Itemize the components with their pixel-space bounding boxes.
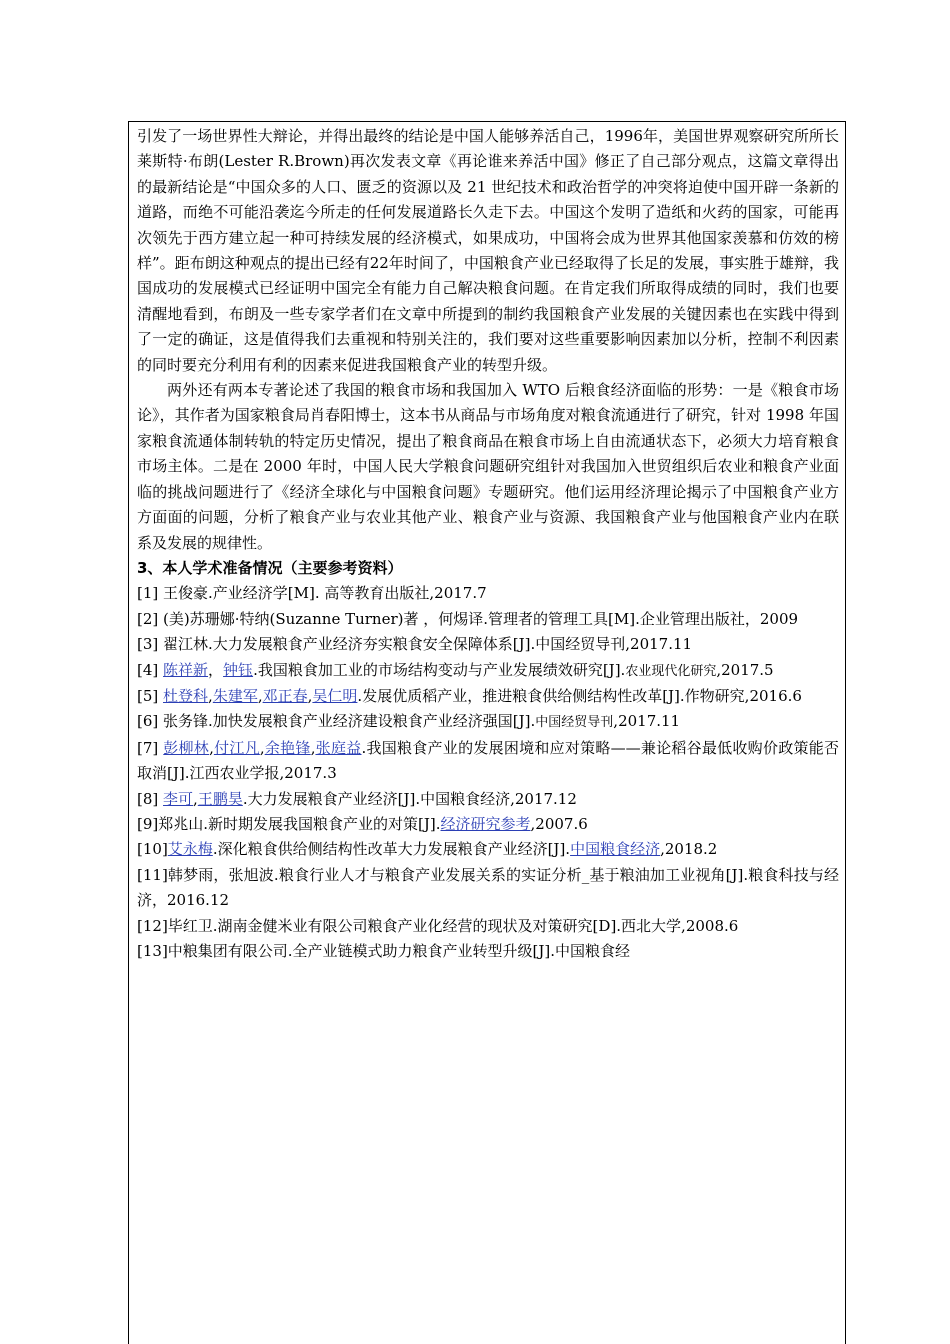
author-link[interactable]: 吴仁明 [312, 686, 358, 705]
separator: , [208, 686, 213, 705]
reference-5 [137, 684, 839, 709]
author-link[interactable]: 邓正春 [262, 686, 308, 705]
ref-title: .我国粮食产业的发展困境和应对策略——兼论稻谷最低收购价政策能否取消[J].江西农业学报,2017.3 [137, 738, 839, 783]
ref-date: ,2007.6 [530, 814, 588, 833]
document-content [137, 124, 839, 964]
separator: , [257, 686, 263, 705]
author-link[interactable]: 杜登科 [163, 686, 209, 705]
author-link[interactable]: 朱建军 [212, 686, 258, 705]
reference-11: [11]韩梦雨，张旭波.粮食行业人才与粮食产业发展关系的实证分析_基于粮油加工业视角[J].粮食科技与经济，2016.12 [137, 865, 839, 910]
author-link[interactable]: 张庭益 [315, 738, 362, 757]
author-link[interactable]: 彭柳林 [163, 738, 210, 757]
reference-9 [137, 812, 839, 837]
ref-number: [10] [137, 840, 168, 859]
reference-7 [137, 736, 839, 787]
ref-title: [9]郑兆山.新时期发展我国粮食产业的对策[J]. [137, 814, 441, 833]
ref-date: ,2017.5 [716, 660, 774, 679]
reference-6 [137, 709, 839, 735]
ref-title: .我国粮食加工业的市场结构变动与产业发展绩效研究[J]. [253, 660, 626, 679]
ref-number: [7] [137, 738, 164, 757]
separator: ， [208, 660, 224, 679]
paragraph-monographs: 两外还有两本专著论述了我国的粮食市场和我国加入 WTO 后粮食经济面临的形势：一是《粮食市场论》，其作者为国家粮食局肖春阳博士，这本书从商品与市场角度对粮食流通进行了研究，针对 1998 年国家粮食流通体制转轨的特定历史情况，提出了粮食商品在粮食市场上自由流通状态下，必须大力培育粮食市场主体。二是在 2000 年时，中国人民大学粮食问题研究组针对我国加入世贸组织后农业和粮食产业面临的挑战问题进行了《经济全球化与中国粮食问题》专题研究。他们运用经济理论揭示了中国粮食产业方方面面的问题，分析了粮食产业与农业其他产业、粮食产业与资源、我国粮食产业与他国粮食产业内在联系及发展的规律性。 [137, 381, 839, 552]
separator: , [307, 686, 313, 705]
reference-4 [137, 658, 839, 684]
reference-12: [12]毕红卫.湖南金健米业有限公司粮食产业化经营的现状及对策研究[D].西北大学,2008.6 [137, 916, 739, 935]
ref-number: [4] [137, 660, 164, 679]
reference-13: [13]中粮集团有限公司.全产业链模式助力粮食产业转型升级[J].中国粮食经 [137, 942, 631, 960]
ref-date: ,2017.11 [613, 712, 681, 731]
reference-3: [3] 翟江林.大力发展粮食产业经济夯实粮食安全保障体系[J].中国经贸导刊,2017.11 [137, 635, 693, 654]
ref-title: .深化粮食供给侧结构性改革大力发展粮食产业经济[J]. [212, 840, 571, 859]
ref-number: [8] [137, 789, 164, 808]
author-link[interactable]: 钟钰 [223, 660, 254, 679]
separator: , [259, 738, 265, 757]
author-link[interactable]: 李可 [163, 789, 194, 808]
ref-journal: 农业现代化研究 [625, 663, 717, 679]
author-link[interactable]: 付江凡 [213, 738, 260, 757]
reference-2: [2] (美)苏珊娜·特纳(Suzanne Turner)著 ，何焬译.管理者的管理工具[M].企业管理出版社，2009 [137, 609, 799, 628]
author-link[interactable]: 余艳锋 [264, 738, 311, 757]
ref-title: .发展优质稻产业，推进粮食供给侧结构性改革[J].作物研究,2016.6 [357, 686, 802, 705]
separator: , [209, 738, 214, 757]
ref-number: [5] [137, 686, 164, 705]
separator: , [310, 738, 316, 757]
journal-link[interactable]: 中国粮食经济 [570, 840, 661, 859]
author-link[interactable]: 艾永梅 [167, 840, 213, 859]
author-link[interactable]: 陈祥新 [163, 660, 209, 679]
ref-title: .大力发展粮食产业经济[J].中国粮食经济,2017.12 [242, 789, 577, 808]
journal-link[interactable]: 经济研究参考 [440, 814, 531, 833]
section-heading: 3、本人学术准备情况（主要参考资料） [137, 558, 403, 577]
paragraph-brown: 引发了一场世界性大辩论，并得出最终的结论是中国人能够养活自己，1996年，美国世界观察研究所所长莱斯特·布朗(Lester R.Brown)再次发表文章《再论谁来养活中国》修正了自己部分观点，这篇文章得出的最新结论是“中国众多的人口、匮乏的资源以及 21 世纪技术和政治哲学的冲突将迫使中国开辟一条新的道路，而绝不可能沿袭迄今所走的任何发展道路长久走下去。中国这个发明了造纸和火药的国家，可能再次领先于西方建立起一种可持续发展的经济模式，如果成功，中国将会成为世界其他国家羡慕和仿效的榜样”。距布朗这种观点的提出已经有22年时间了，中国粮食产业已经取得了长足的发展，事实胜于雄辩，我国成功的发展模式已经证明中国完全有能力自己解决粮食问题。在肯定我们所取得成绩的同时，我们也要清醒地看到，布朗及一些专家学者们在文章中所提到的制约我国粮食产业发展的关键因素也在实践中得到了一定的确证，这是值得我们去重视和特别关注的，我们要对这些重要影响因素加以分析，控制不利因素的同时要充分利用有利的因素来促进我国粮食产业的转型升级。 [137, 127, 839, 374]
separator: , [193, 789, 198, 808]
ref-journal: 中国经贸导刊 [535, 715, 614, 731]
reference-10 [137, 837, 839, 862]
reference-8 [137, 787, 839, 812]
author-link[interactable]: 王鹏昊 [197, 789, 243, 808]
reference-1: [1] 王俊豪.产业经济学[M]. 高等教育出版社,2017.7 [137, 584, 487, 603]
ref-date: ,2018.2 [660, 840, 718, 859]
ref-title: [6] 张务锋.加快发展粮食产业经济建设粮食产业经济强国[J]. [137, 712, 536, 731]
